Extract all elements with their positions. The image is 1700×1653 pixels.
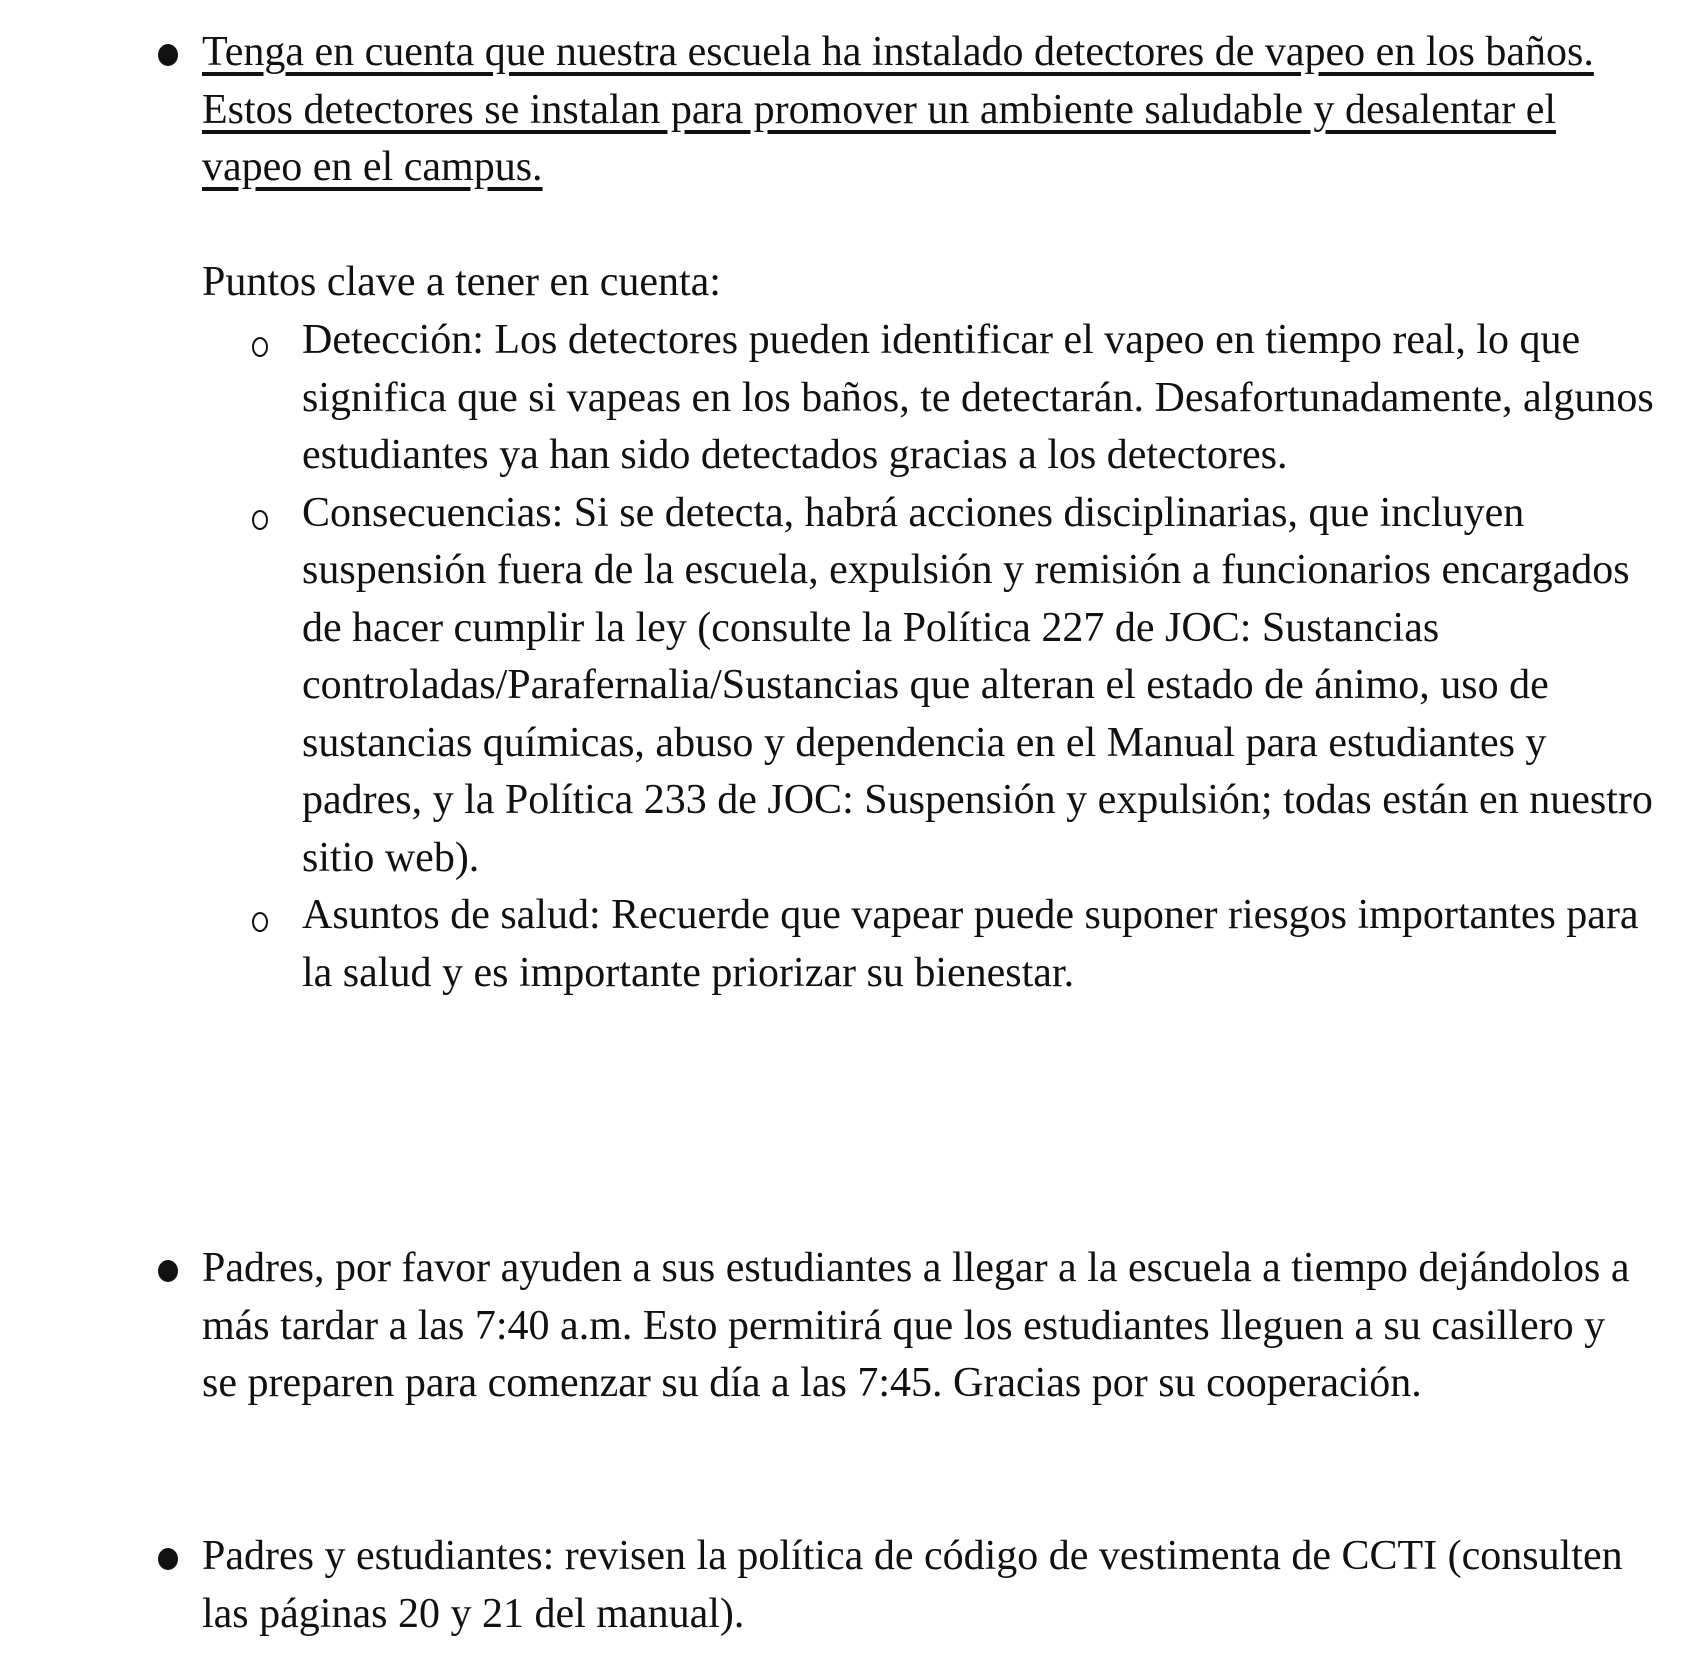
key-point-text: Detección: Los detectores pueden identificar el vapeo en tiempo real, lo que significa que si vapeas en los baños, te detectarán. Desafortunadamente, algunos estudiantes ya han sido detectados gracias a los detectores.	[302, 317, 1654, 478]
hollow-circle-bullet-icon	[252, 912, 268, 932]
key-points-heading: Puntos clave a tener en cuenta:	[202, 259, 721, 305]
key-point-text: Asuntos de salud: Recuerde que vapear puede suponer riesgos importantes para la salud y es importante priorizar su bienestar.	[302, 892, 1639, 996]
key-point-consequences	[252, 485, 1672, 888]
key-point-text: Consecuencias: Si se detecta, habrá acciones disciplinarias, que incluyen suspensión fuera de la escuela, expulsión y remisión a funcionarios encargados de hacer cumplir la ley (consulte la Política 227 de JOC: Sustancias controladas/Parafernalia/Sustancias que alteran el estado de ánimo, uso de sustancias químicas, abuso y dependencia en el Manual para estudiantes y padres, y la Política 233 de JOC: Suspensión y expulsión; todas están en nuestro sitio web).	[302, 489, 1653, 881]
bullet-text: Padres, por favor ayuden a sus estudiantes a llegar a la escuela a tiempo dejándolos a más tardar a las 7:40 a.m. Esto permitirá que los estudiantes lleguen a su casillero y se preparen para comenzar su día a las 7:45. Gracias por su cooperación.	[202, 1245, 1630, 1406]
bullet-icon	[158, 1260, 178, 1282]
bullet-arrival-time	[150, 1240, 1630, 1480]
key-points-list	[252, 312, 1652, 1002]
bullet-vape-detectors	[150, 24, 1630, 204]
key-point-health	[252, 887, 1672, 1002]
bullet-text: Tenga en cuenta que nuestra escuela ha instalado detectores de vapeo en los baños. Estos detectores se instalan para promover un ambiente saludable y desalentar el vapeo en el campus.	[202, 29, 1594, 190]
bullet-text: Padres y estudiantes: revisen la política de código de vestimenta de CCTI (consulten las páginas 20 y 21 del manual).	[202, 1533, 1623, 1637]
bullet-icon	[158, 44, 178, 66]
key-point-detection	[252, 312, 1672, 485]
bullet-icon	[158, 1548, 178, 1570]
hollow-circle-bullet-icon	[252, 337, 268, 357]
hollow-circle-bullet-icon	[252, 510, 268, 530]
bullet-dress-code	[150, 1528, 1630, 1648]
